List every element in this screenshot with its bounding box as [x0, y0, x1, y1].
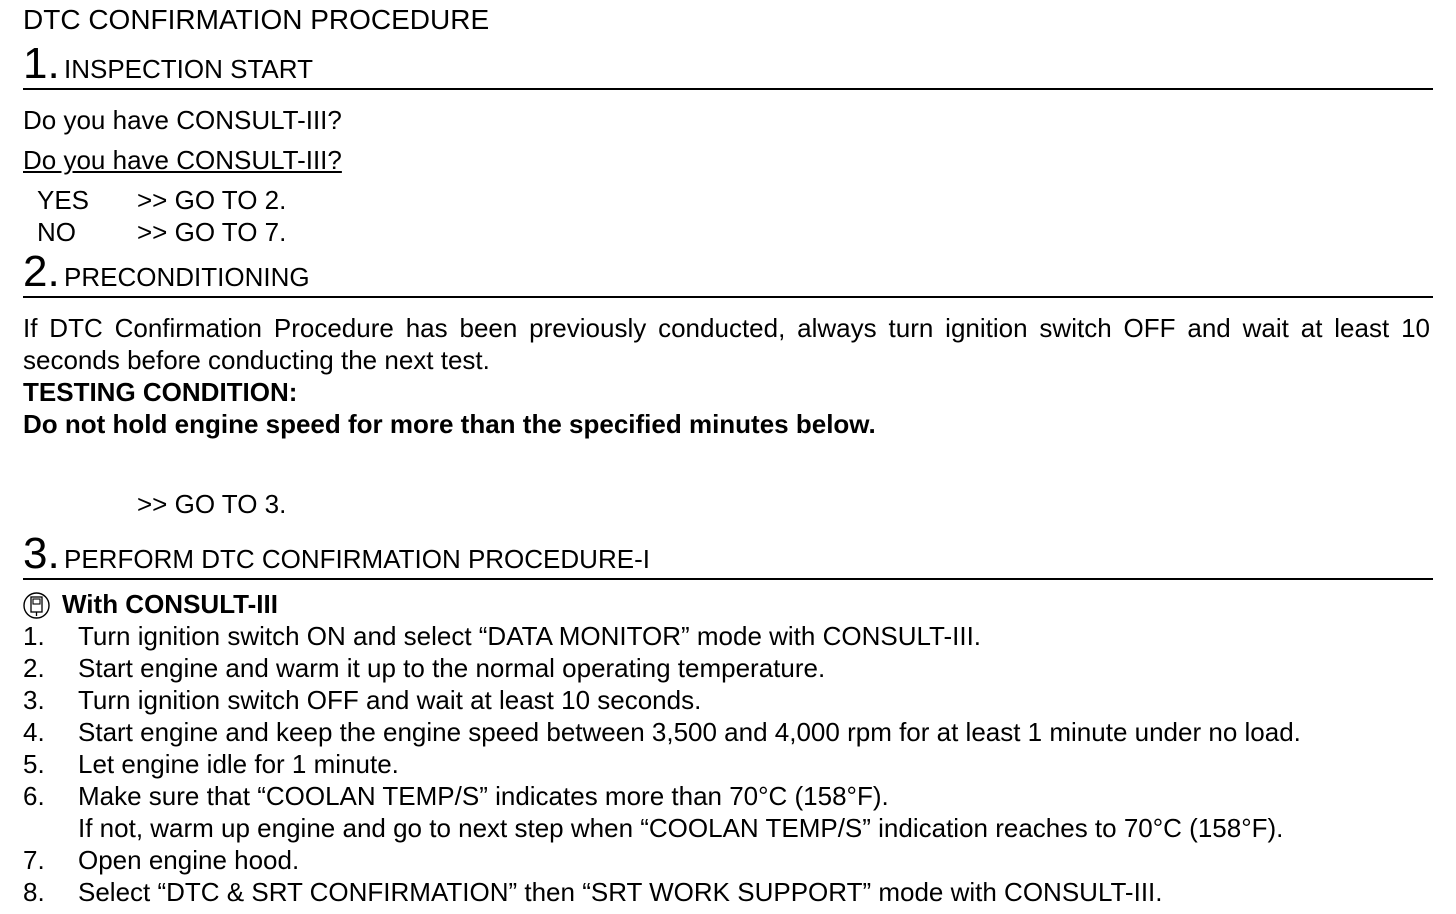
answer-yes-label: YES: [37, 185, 90, 215]
list-item: [23, 780, 1433, 844]
list-item-text: Turn ignition switch OFF and wait at least 10 seconds.: [78, 685, 702, 715]
step-title: PERFORM DTC CONFIRMATION PROCEDURE-I: [64, 544, 650, 574]
list-item-text: Let engine idle for 1 minute.: [78, 749, 399, 779]
step-title: INSPECTION START: [64, 54, 313, 84]
step-number: 2.: [23, 247, 60, 296]
list-item: [23, 844, 1433, 876]
step-1-question: Do you have CONSULT-III?: [23, 105, 342, 135]
step-1-heading: [23, 36, 1433, 90]
list-item-number: 3.: [23, 685, 45, 715]
step-3-heading: [23, 526, 1433, 580]
list-item-number: 8.: [23, 877, 45, 907]
page-title: DTC CONFIRMATION PROCEDURE: [23, 4, 490, 35]
list-item-number: 1.: [23, 621, 45, 651]
list-item: [23, 748, 1433, 780]
step-2-heading: [23, 244, 1433, 298]
go-to-3-link[interactable]: >> GO TO 3.: [137, 489, 287, 519]
list-item-number: 4.: [23, 717, 45, 747]
list-item-continuation: If not, warm up engine and go to next step when “COOLAN TEMP/S” indication reaches to 70°C (158°F).: [78, 813, 1284, 843]
step-title: PRECONDITIONING: [64, 262, 310, 292]
list-item-text: Start engine and keep the engine speed between 3,500 and 4,000 rpm for at least 1 minute under no load.: [78, 717, 1301, 747]
list-item-number: 2.: [23, 653, 45, 683]
procedure-list: [23, 620, 1433, 908]
answer-no-link[interactable]: >> GO TO 7.: [137, 217, 287, 247]
answer-no-label: NO: [37, 217, 76, 247]
list-item-text: Start engine and warm it up to the normal operating temperature.: [78, 653, 826, 683]
list-item-text: Open engine hood.: [78, 845, 300, 875]
list-item-number: 7.: [23, 845, 45, 875]
consult-label: With CONSULT-III: [62, 589, 278, 619]
list-item: [23, 652, 1433, 684]
list-item: [23, 620, 1433, 652]
list-item-number: 5.: [23, 749, 45, 779]
step-number: 3.: [23, 529, 60, 578]
list-item-text: Make sure that “COOLAN TEMP/S” indicates more than 70°C (158°F).: [78, 781, 889, 811]
list-item: [23, 876, 1433, 908]
list-item: [23, 716, 1433, 748]
testing-condition-text: Do not hold engine speed for more than the specified minutes below.: [23, 409, 876, 439]
list-item-number: 6.: [23, 781, 45, 811]
list-item: [23, 684, 1433, 716]
list-item-text: Turn ignition switch ON and select “DATA MONITOR” mode with CONSULT-III.: [78, 621, 982, 651]
step-number: 1.: [23, 39, 60, 88]
step-2-paragraph: If DTC Confirmation Procedure has been previously conducted, always turn ignition switch OFF and wait at least 10 seconds before conducting the next test.: [23, 313, 1430, 375]
consult-tool-icon: [23, 592, 50, 619]
answer-yes-link[interactable]: >> GO TO 2.: [137, 185, 287, 215]
step-1-question-underlined: Do you have CONSULT-III?: [23, 145, 342, 175]
testing-condition-label: TESTING CONDITION:: [23, 377, 298, 407]
list-item-text: Select “DTC & SRT CONFIRMATION” then “SRT WORK SUPPORT” mode with CONSULT-III.: [78, 877, 1163, 907]
